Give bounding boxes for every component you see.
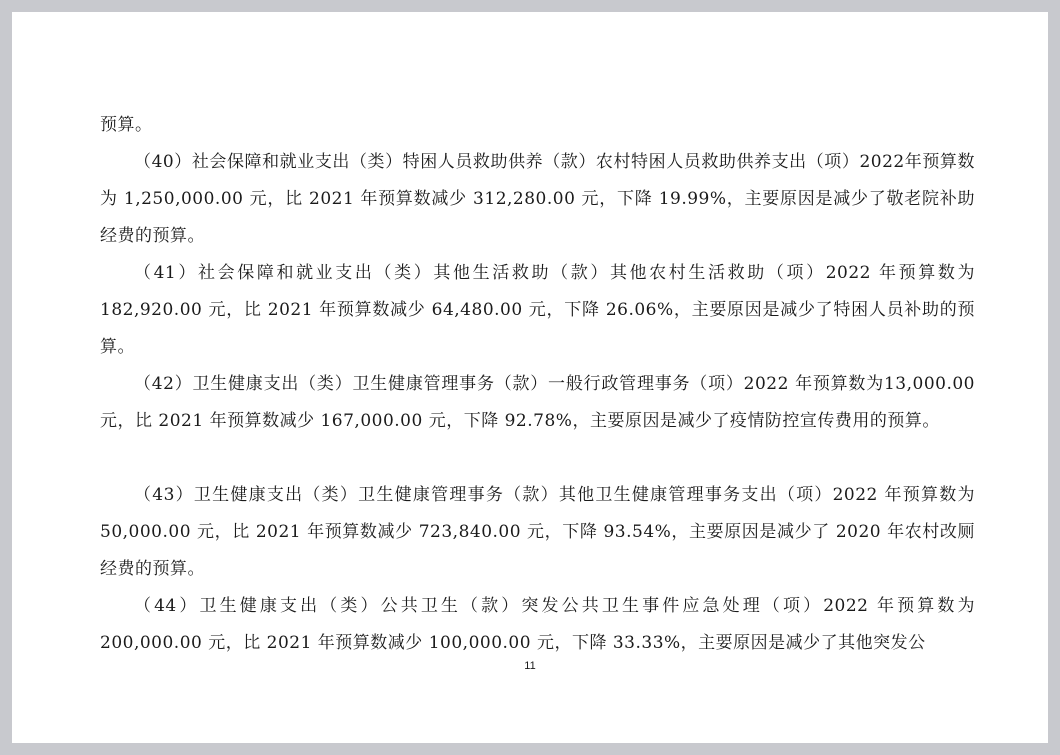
document-page xyxy=(12,12,1048,743)
paragraph-item-43: （43）卫生健康支出（类）卫生健康管理事务（款）其他卫生健康管理事务支出（项）2022 年预算数为 50,000.00 元，比 2021 年预算数减少 723,840.00 元，下降 93.54%，主要原因是减少了 2020 年农村改厕经费的预算。 xyxy=(100,485,975,579)
paragraph-item-42: （42）卫生健康支出（类）卫生健康管理事务（款）一般行政管理事务（项）2022 年预算数为13,000.00 元，比 2021 年预算数减少 167,000.00 元，下降 92.78%，主要原因是减少了疫情防控宣传费用的预算。 xyxy=(100,374,975,431)
page-number: 11 xyxy=(524,660,536,672)
paragraph-continuation: 预算。 xyxy=(100,115,153,135)
paragraph-item-44: （44）卫生健康支出（类）公共卫生（款）突发公共卫生事件应急处理（项）2022 年预算数为200,000.00 元，比 2021 年预算数减少 100,000.00 元，下降 33.33%，主要原因是减少了其他突发公 xyxy=(100,596,975,653)
paragraph-item-40: （40）社会保障和就业支出（类）特困人员救助供养（款）农村特困人员救助供养支出（项）2022年预算数为 1,250,000.00 元，比 2021 年预算数减少 312,280.00 元，下降 19.99%，主要原因是减少了敬老院补助经费的预算。 xyxy=(100,152,975,246)
paragraph-item-41: （41）社会保障和就业支出（类）其他生活救助（款）其他农村生活救助（项）2022 年预算数为 182,920.00 元，比 2021 年预算数减少 64,480.00 元，下降 26.06%，主要原因是减少了特困人员补助的预算。 xyxy=(100,263,975,357)
